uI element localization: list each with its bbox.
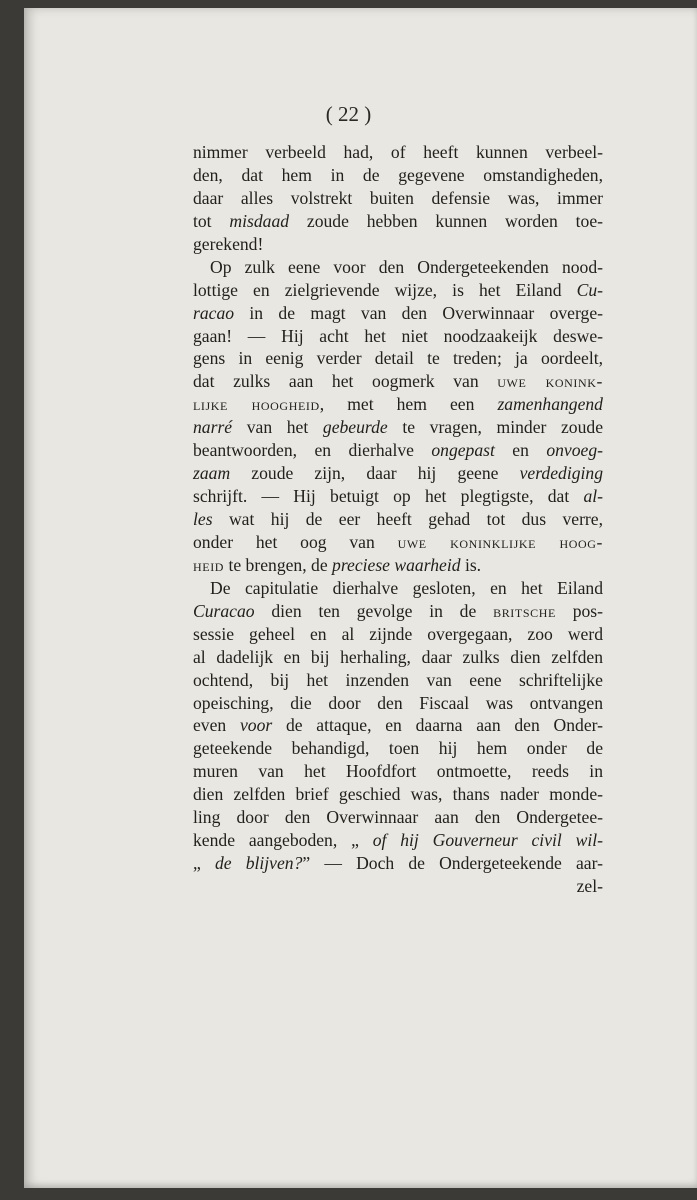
text-span: pos- <box>555 600 603 621</box>
text-span: de attaque, en daarna aan den Onder- <box>272 715 603 736</box>
italic-text: preciese waarheid <box>332 554 461 575</box>
text-line: nimmer verbeeld had, of heeft kunnen verbeel- <box>193 142 603 162</box>
text-line: De capitulatie dierhalve gesloten, en het Eiland <box>210 577 603 598</box>
italic-text: voor <box>239 715 273 736</box>
italic-text: les <box>193 509 213 529</box>
italic-text: zamenhangend <box>497 394 603 415</box>
text-line <box>193 600 603 623</box>
small-caps-text: uwe koninklijke hoog- <box>397 531 603 552</box>
text-line <box>193 462 603 485</box>
text-line: den, dat hem in de gegevene omstandigheden, <box>193 164 603 185</box>
text-line: gens in eenig verder detail te treden; ja oordeelt, <box>193 348 603 369</box>
italic-text: narré <box>193 417 233 438</box>
text-line <box>193 210 603 233</box>
italic-text: Cu- <box>576 279 603 300</box>
text-span: wat hij de eer heeft gehad tot dus verre, <box>212 509 603 529</box>
italic-text: Curacao <box>193 600 255 621</box>
text-span: , met hem een <box>319 394 498 415</box>
text-line: daar alles volstrekt buiten defensie was, immer <box>193 187 603 208</box>
text-span: onder het oog van <box>193 531 398 552</box>
italic-text: ongepast <box>431 440 495 461</box>
small-caps-text: uwe konink- <box>497 371 604 392</box>
text-line <box>193 370 603 393</box>
text-span: lottige en zielgrievende wijze, is het Eiland <box>193 279 577 300</box>
text-line: muren van het Hoofdfort ontmoette, reeds in <box>193 761 603 782</box>
text-span: zoude hebben kunnen worden toe- <box>289 210 603 231</box>
text-line: Op zulk eene voor den Ondergeteekenden nood- <box>210 256 603 277</box>
italic-text: de blijven? <box>214 853 303 874</box>
text-span: is. <box>460 554 482 575</box>
text-line <box>193 714 603 737</box>
text-span: te vragen, minder zoude <box>387 417 604 438</box>
text-line <box>193 852 603 875</box>
text-span: ” — Doch de Ondergeteekende aar- <box>302 853 603 874</box>
text-line: sessie geheel en al zijnde overgegaan, zoo werd <box>193 623 603 644</box>
page-number: ( 22 ) <box>325 102 372 126</box>
italic-text: racao <box>193 302 235 323</box>
text-line <box>193 302 603 325</box>
text-line: zel- <box>576 876 603 896</box>
italic-text: zaam <box>193 463 231 484</box>
text-span: zoude zijn, daar hij geene <box>230 463 520 484</box>
text-line: dien zelfden brief geschied was, thans nader monde- <box>193 784 603 805</box>
text-line: ochtend, bij het inzenden van eene schriftelijke <box>193 669 603 690</box>
text-span: kende aangeboden, „ <box>193 830 373 851</box>
text-block <box>193 141 603 898</box>
small-caps-text: lijke hoogheid <box>193 394 320 415</box>
text-line <box>193 829 603 852</box>
text-span: tot <box>193 210 230 231</box>
italic-text: gebeurde <box>322 417 388 438</box>
italic-text: misdaad <box>229 210 290 231</box>
text-line: gerekend! <box>193 233 264 254</box>
text-line: gaan! — Hij acht het niet noodzaakeijk deswe- <box>193 325 603 346</box>
text-line: al dadelijk en bij herhaling, daar zulks dien zelfden <box>193 646 603 667</box>
text-line: ling door den Overwinnaar aan den Ondergetee- <box>193 807 603 828</box>
text-line <box>193 485 603 508</box>
small-caps-text: britsche <box>493 600 556 621</box>
text-span: te brengen, de <box>224 554 333 575</box>
text-line <box>193 279 603 302</box>
text-span: dien ten gevolge in de <box>254 600 494 621</box>
text-span: van het <box>232 417 323 438</box>
italic-text: verdediging <box>519 463 603 484</box>
text-span: „ <box>193 853 215 874</box>
text-line <box>193 393 603 416</box>
small-caps-text: heid <box>193 554 225 575</box>
text-line: opeisching, die door den Fiscaal was ontvangen <box>193 692 603 713</box>
text-line <box>193 416 603 439</box>
text-line <box>193 531 603 554</box>
italic-text: onvoeg- <box>546 440 603 461</box>
italic-text: al- <box>583 486 603 507</box>
text-line <box>193 439 603 462</box>
text-span: even <box>193 715 240 736</box>
italic-text: of hij Gouverneur civil wil- <box>372 830 603 851</box>
text-span: in de magt van den Overwinnaar overge- <box>234 302 603 323</box>
text-span: beantwoorden, en dierhalve <box>193 440 432 461</box>
text-span: en <box>494 440 547 461</box>
text-line <box>193 554 603 577</box>
text-line: geteekende behandigd, toen hij hem onder de <box>193 738 603 759</box>
text-span: dat zulks aan het oogmerk van <box>193 371 498 392</box>
text-span: schrijft. — Hij betuigt op het plegtigste, dat <box>193 486 584 507</box>
text-line <box>193 508 603 531</box>
